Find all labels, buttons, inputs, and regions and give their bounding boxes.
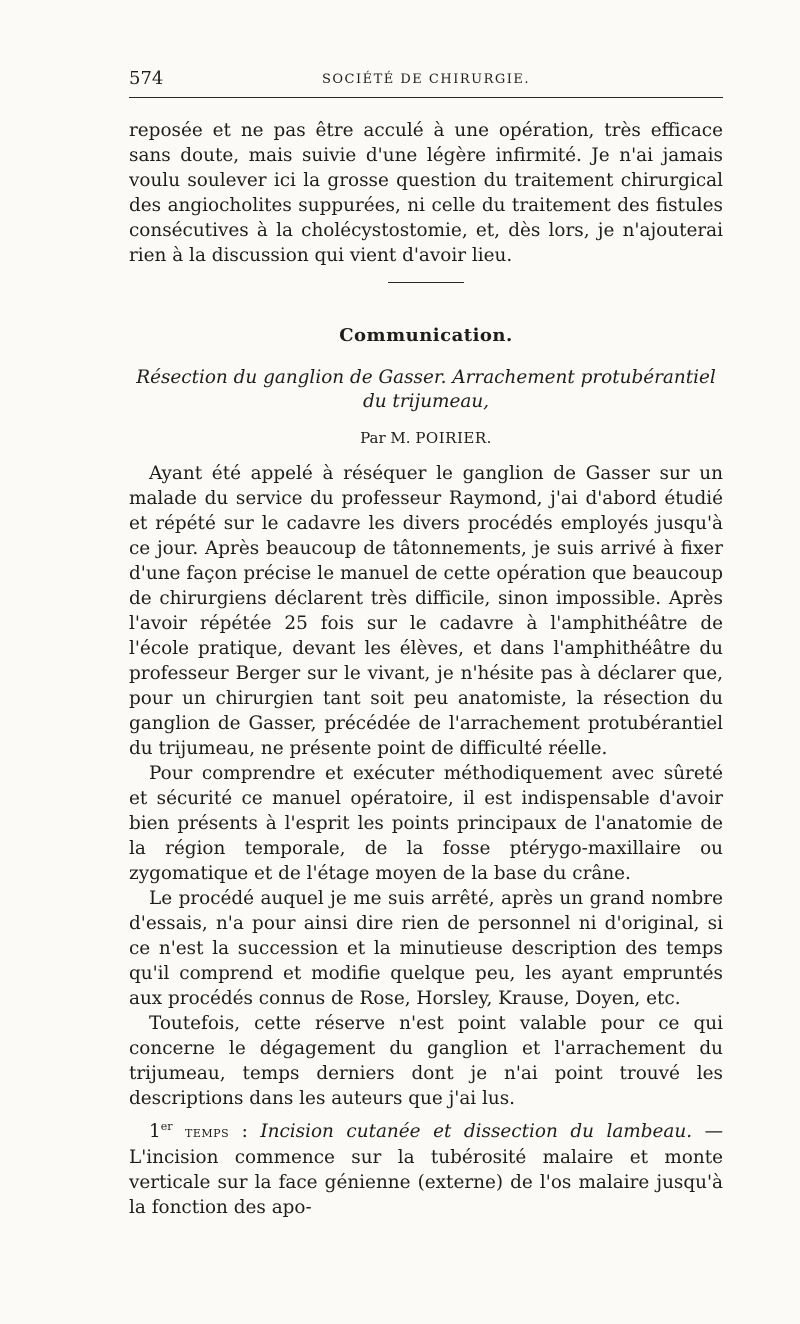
- header-rule: [129, 97, 723, 98]
- author-line: [129, 426, 723, 451]
- article-title-line-1: Résection du ganglion de Gasser. Arrachement protubérantiel: [136, 367, 716, 388]
- page-number: 574: [129, 68, 164, 89]
- body-text: [129, 118, 723, 1220]
- step-text: — L'incision commence sur la tubérosité malaire et monte verticale sur la face génienne (externe) de l'os malaire jusqu'à la fonction des apo-: [129, 1121, 723, 1218]
- step-separator: :: [229, 1121, 261, 1142]
- step-label: temps: [185, 1123, 230, 1141]
- step-superscript: er: [160, 1119, 173, 1133]
- paragraph: Pour comprendre et exécuter méthodiquement avec sûreté et sécurité ce manuel opératoire, il est indispensable d'avoir bien présents à l'esprit les points principaux de l'anatomie de la région temporale, de la fosse ptérygo-maxillaire ou zygomatique et de l'étage moyen de la base du crâne.: [129, 763, 723, 884]
- first-step-paragraph: [129, 1119, 723, 1220]
- step-heading: Incision cutanée et dissection du lambeau.: [260, 1121, 693, 1142]
- author-prefix: Par M.: [360, 429, 411, 447]
- author-name: POIRIER.: [415, 429, 492, 447]
- intro-paragraph: reposée et ne pas être acculé à une opération, très efficace sans doute, mais suivie d'une légère infirmité. Je n'ai jamais voulu soulever ici la grosse question du traitement chirurgical des angiocholites suppurées, ni celle du traitement des fistules consécutives à la cholécystostomie, et, dès lors, je n'ajouterai rien à la discussion qui vient d'avoir lieu.: [129, 120, 723, 266]
- section-heading: Communication.: [339, 325, 513, 346]
- page: [129, 0, 723, 1324]
- article-title: [129, 366, 723, 414]
- paragraph: Toutefois, cette réserve n'est point valable pour ce qui concerne le dégagement du ganglion et l'arrachement du trijumeau, temps derniers dont je n'ai point trouvé les descriptions dans les auteurs que j'ai lus.: [129, 1013, 723, 1109]
- page-header: [129, 64, 723, 92]
- step-number: 1: [149, 1121, 161, 1142]
- paragraph: Ayant été appelé à réséquer le ganglion de Gasser sur un malade du service du professeur Raymond, j'ai d'abord étudié et répété sur le cadavre les divers procédés employés jusqu'à ce jour. Après beaucoup de tâtonnements, je suis arrivé à fixer d'une façon précise le manuel de cette opération que beaucoup de chirurgiens déclarent très difficile, sinon impossible. Après l'avoir répétée 25 fois sur le cadavre à l'amphithéâtre de l'école pratique, devant les élèves, et dans l'amphithéâtre du professeur Berger sur le vivant, je n'hésite pas à déclarer que, pour un chirurgien tant soit peu anatomiste, la résection du ganglion de Gasser, précédée de l'arrachement protubérantiel du trijumeau, ne présente point de difficulté réelle.: [129, 463, 723, 759]
- paragraph: Le procédé auquel je me suis arrêté, après un grand nombre d'essais, n'a pour ainsi dire rien de personnel ni d'original, si ce n'est la succession et la minutieuse description des temps qu'il comprend et modifie quelque peu, les ayant empruntés aux procédés connus de Rose, Horsley, Krause, Doyen, etc.: [129, 888, 723, 1009]
- article-title-line-2: du trijumeau,: [362, 391, 490, 412]
- section-divider: [388, 282, 464, 283]
- running-head: SOCIÉTÉ DE CHIRURGIE.: [321, 72, 531, 87]
